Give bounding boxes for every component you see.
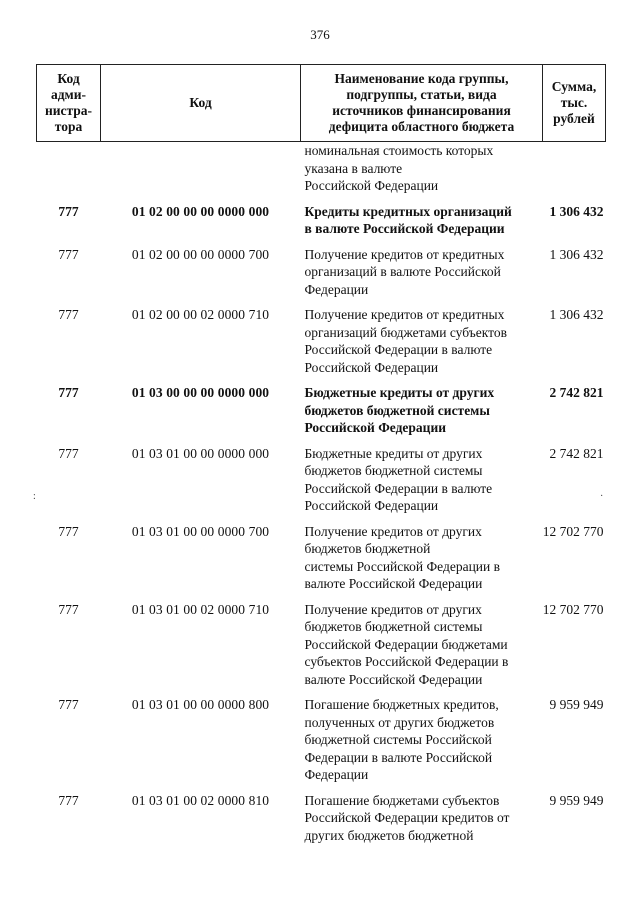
header-admin-line: нистра- (44, 103, 93, 118)
scan-mark: : (33, 491, 36, 502)
budget-code-cell: 01 02 00 00 00 0000 000 (131, 203, 270, 219)
header-name (301, 65, 543, 142)
page-number: 376 (310, 27, 330, 42)
table-row (37, 384, 606, 437)
header-name-line: источников финансирования (332, 103, 511, 118)
sum-cell: 9 959 949 (549, 697, 604, 712)
header-name-line: Наименование кода группы, (334, 71, 509, 86)
header-sum-line: Сумма, (551, 79, 597, 94)
continuation-line: указана в валюте (304, 160, 403, 176)
table-row (37, 601, 606, 689)
admin-code-cell: 777 (58, 601, 79, 617)
continuation-line: Российской Федерации (304, 178, 439, 193)
name-cell: Получение кредитов от кредитных организаций бюджетами субъектов Российской Федерации в валюте Российской Федерации (304, 307, 507, 375)
row-spacer (37, 784, 606, 792)
sum-cell: 1 306 432 (549, 307, 604, 322)
table-row (37, 445, 606, 515)
header-admin-code (37, 65, 101, 142)
sum-cell: 1 306 432 (549, 203, 604, 219)
admin-code-cell: 777 (58, 445, 79, 461)
budget-code-cell: 01 03 01 00 02 0000 710 (131, 601, 270, 617)
table-row (37, 306, 606, 376)
continuation-text (301, 142, 543, 195)
admin-code-cell: 777 (58, 246, 79, 262)
table-row (37, 203, 606, 238)
admin-code-cell: 777 (58, 385, 79, 400)
row-spacer (37, 437, 606, 445)
header-admin-line: тора (54, 119, 83, 134)
header-name-line: дефицита областного бюджета (328, 119, 515, 134)
name-cell: Бюджетные кредиты от других бюджетов бюджетной системы Российской Федерации в валюте Российской Федерации (304, 445, 493, 513)
budget-code-cell: 01 03 01 00 00 0000 800 (131, 697, 270, 712)
admin-code-cell: 777 (58, 697, 79, 712)
name-cell: Погашение бюджетами субъектов Российской Федерации кредитов от других бюджетов бюджетной (304, 792, 510, 843)
row-spacer (37, 298, 606, 306)
row-spacer (37, 515, 606, 523)
row-spacer (37, 688, 606, 696)
scan-mark: · (600, 491, 604, 502)
budget-code-cell: 01 02 00 00 00 0000 700 (131, 246, 270, 262)
admin-code-cell: 777 (58, 203, 79, 219)
budget-code-cell: 01 03 01 00 02 0000 810 (131, 792, 270, 808)
table-row (37, 792, 606, 845)
header-admin-line: Код (57, 71, 80, 86)
sum-cell: 2 742 821 (549, 445, 604, 461)
sum-cell: 2 742 821 (549, 385, 604, 400)
table-row (37, 523, 606, 593)
budget-code-cell: 01 03 01 00 00 0000 700 (131, 523, 270, 539)
row-spacer (37, 593, 606, 601)
budget-code-cell: 01 02 00 00 02 0000 710 (131, 307, 270, 322)
name-cell: Получение кредитов от других бюджетов бюджетной системы Российской Федерации бюджетами субъектов Российской Федерации в валюте Российской Федерации (304, 601, 509, 687)
admin-code-cell: 777 (58, 523, 79, 539)
name-cell: Получение кредитов от других бюджетов бюджетной системы Российской Федерации в валюте Российской Федерации (304, 523, 500, 591)
header-sum-line: тыс. рублей (553, 95, 595, 126)
sources-table (36, 64, 606, 844)
header-sum (543, 65, 606, 142)
row-spacer (37, 376, 606, 384)
sum-cell: 12 702 770 (542, 601, 604, 617)
table-row (37, 696, 606, 784)
name-cell: Погашение бюджетных кредитов, полученных от других бюджетов бюджетной системы Российской Федерации в валюте Российской Федерации (304, 697, 499, 782)
budget-code-cell: 01 03 00 00 00 0000 000 (131, 385, 270, 400)
header-code: Код (101, 65, 301, 142)
name-cell: Кредиты кредитных организаций в валюте Российской Федерации (304, 203, 512, 236)
header-admin-line: адми- (50, 87, 87, 102)
name-cell: Получение кредитов от кредитных организаций в валюте Российской Федерации (304, 246, 505, 297)
admin-code-cell: 777 (58, 307, 79, 322)
sum-cell: 1 306 432 (549, 246, 604, 262)
sum-cell: 9 959 949 (549, 792, 604, 808)
admin-code-cell: 777 (58, 792, 79, 808)
row-spacer (37, 238, 606, 246)
row-spacer (37, 195, 606, 203)
sum-cell: 12 702 770 (542, 523, 604, 539)
continuation-line: номинальная стоимость которых (304, 143, 494, 158)
table-row (37, 246, 606, 299)
continuation-row (37, 142, 606, 195)
budget-code-cell: 01 03 01 00 00 0000 000 (131, 445, 270, 461)
table-header-row (37, 65, 606, 142)
name-cell: Бюджетные кредиты от других бюджетов бюджетной системы Российской Федерации (304, 385, 495, 435)
header-name-line: подгруппы, статьи, вида (346, 87, 497, 102)
